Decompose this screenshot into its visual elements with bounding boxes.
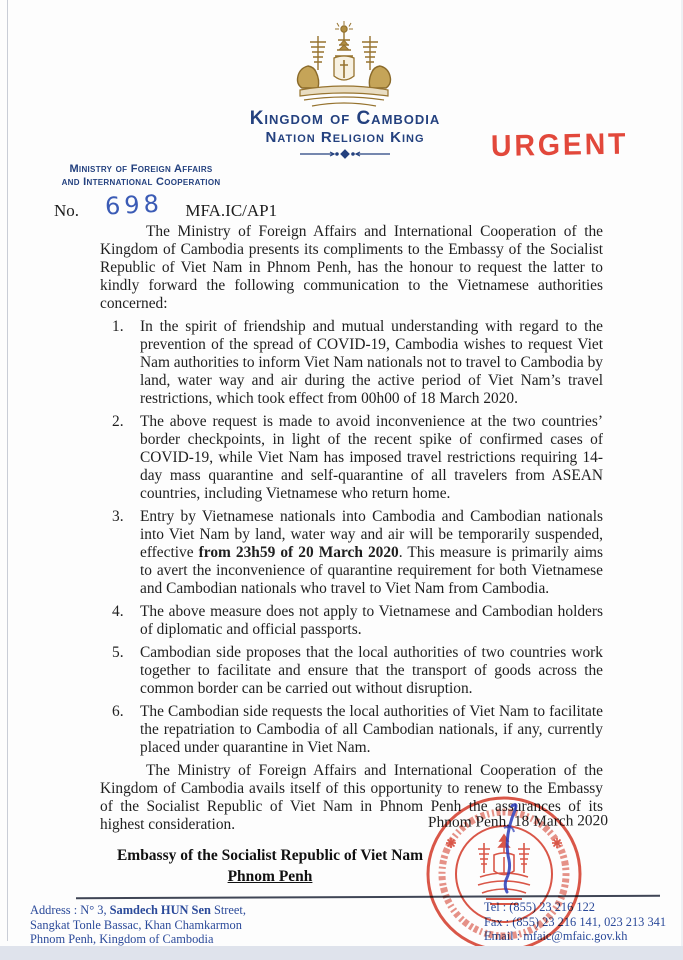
address-prefix: Address : N° 3, xyxy=(30,903,110,917)
reference-number-line xyxy=(54,189,354,222)
dateline: Phnom Penh, 18 March 2020 xyxy=(427,812,609,831)
ministry-line2: and International Cooperation xyxy=(61,175,221,188)
list-item-text: The Cambodian side requests the local authorities of Viet Nam to facilitate the repatriation to Cambodia of all Cambodian nationals, if any, currently placed under quarantine in Viet Nam. xyxy=(140,703,603,756)
scan-edge-left xyxy=(7,0,8,941)
list-item-text: The above request is made to avoid inconvenience at the two countries’ border checkpoints, in light of the recent spike of confirmed cases of COVID-19, while Viet Nam has imposed travel restrictions requiring 14-day mass quarantine and self-quarantine of all travelers from ASEAN countries, including Vietnamese who return home. xyxy=(140,413,603,502)
list-item xyxy=(100,318,603,408)
ref-code: MFA.IC/AP1 xyxy=(185,201,278,220)
list-item-number: 3. xyxy=(112,508,124,525)
motto-line: Nation Religion King xyxy=(265,129,425,146)
ref-number-handwritten: 698 xyxy=(104,189,164,221)
ref-label: No. xyxy=(54,201,80,220)
urgent-stamp: URGENT xyxy=(490,127,629,163)
list-item-bold-text: from 23h59 of 20 March 2020 xyxy=(198,544,399,561)
list-item-text: The above measure does not apply to Vietnamese and Cambodian holders of diplomatic and official passports. xyxy=(140,603,603,638)
opening-paragraph: The Ministry of Foreign Affairs and International Cooperation of the Kingdom of Cambodia presents its compliments to the Embassy of the Socialist Republic of Viet Nam in Phnom Penh, has the honour to request the latter to kindly forward the following communication to the Vietnamese authorities concerned: xyxy=(100,223,603,312)
list-item-text: . This measure is primarily aims to avert the inconvenience of quarantine requirement for both Vietnamese and Cambodian nationals who travel to Viet Nam from Cambodia. xyxy=(140,544,603,597)
list-item-number: 2. xyxy=(112,413,124,430)
list-item xyxy=(100,508,603,598)
address-line1 xyxy=(30,903,330,918)
tel-line: Tel : (855) 23 216 122 xyxy=(484,900,595,914)
list-item xyxy=(100,703,603,757)
kingdom-title: Kingdom of Cambodia xyxy=(249,108,441,129)
address-line2: Sangkat Tonle Bassac, Khan Chamkarmon xyxy=(30,917,242,932)
email-line: Email : mfaic@mfaic.gov.kh xyxy=(484,929,628,944)
list-item xyxy=(100,413,603,503)
list-item-number: 6. xyxy=(112,703,124,720)
letter-body xyxy=(100,223,603,839)
list-item-number: 1. xyxy=(112,318,124,335)
footer-address xyxy=(30,903,330,947)
address-line3: Phnom Penh, Kingdom of Cambodia xyxy=(30,932,214,947)
list-item xyxy=(100,603,603,639)
signature-mark xyxy=(488,798,528,898)
address-street-bold: Samdech HUN Sen xyxy=(109,903,211,917)
royal-arms-emblem xyxy=(288,20,400,112)
recipient-line1: Embassy of the Socialist Republic of Viet Nam xyxy=(116,847,424,864)
recipient-block xyxy=(98,845,442,887)
fax-line: Fax : (855) 23 216 141, 023 213 341 xyxy=(484,914,667,929)
scan-background xyxy=(0,946,683,960)
list-item xyxy=(100,644,603,698)
list-item-text: Entry by Vietnamese nationals into Cambodia and Cambodian nationals into Viet Nam by land, water way and air will be temporarily suspended, effective xyxy=(140,508,603,561)
list-item-text: Cambodian side proposes that the local authorities of two countries work together to facilitate and ensure that the transport of goods across the common border can be carried out without disruption. xyxy=(140,644,603,697)
list-item-number: 4. xyxy=(112,603,124,620)
ministry-letterhead xyxy=(34,163,248,188)
ministry-line1: Ministry of Foreign Affairs xyxy=(69,163,213,175)
ornament-divider-icon xyxy=(300,149,390,159)
closing-paragraph: The Ministry of Foreign Affairs and International Cooperation of the Kingdom of Cambodia avails itself of this opportunity to renew to the Embassy of the Socialist Republic of Viet Nam in Phnom Penh the assurances of its highest consideration. xyxy=(100,762,603,833)
list-item-number: 5. xyxy=(112,644,124,661)
address-suffix: Street, xyxy=(210,903,246,917)
recipient-line2: Phnom Penh xyxy=(227,868,313,885)
list-item-text: In the spirit of friendship and mutual understanding with regard to the prevention of the spread of COVID-19, Cambodia wishes to request Viet Nam authorities to inform Viet Nam nationals not to travel to Cambodia by land, water way and air during the active period of Viet Nam’s travel restrictions, which took effect from 00h00 of 18 March 2020. xyxy=(140,318,603,407)
